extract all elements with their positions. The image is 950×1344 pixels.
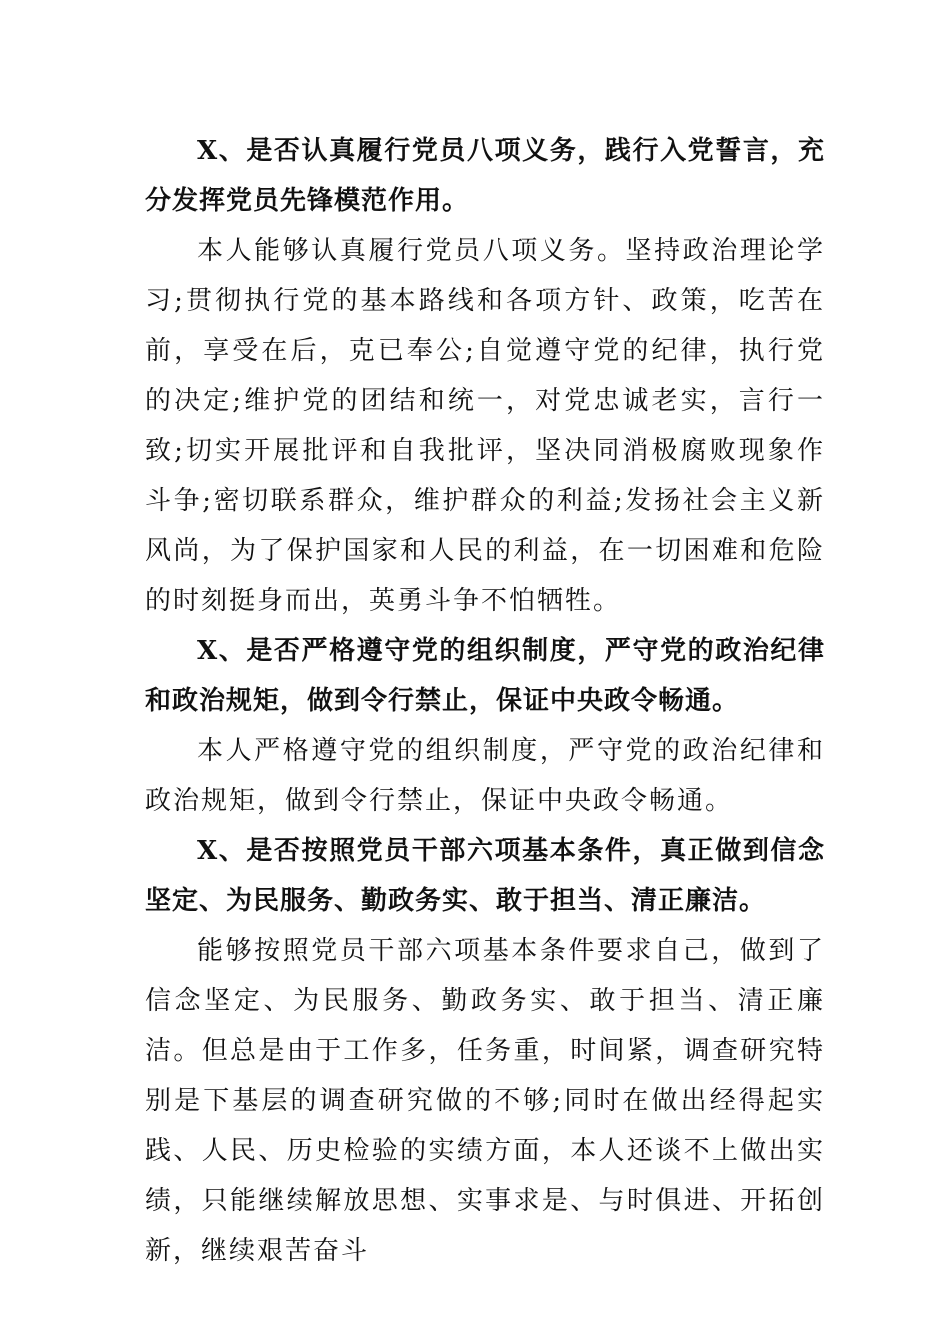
section-heading-1: X、是否认真履行党员八项义务，践行入党誓言，充分发挥党员先锋模范作用。 [145,136,825,216]
document-body [145,126,825,1276]
section-body-2: 本人严格遵守党的组织制度，严守党的政治纪律和政治规矩，做到令行禁止，保证中央政令畅通。 [145,736,825,816]
section-heading-3: X、是否按照党员干部六项基本条件，真正做到信念坚定、为民服务、勤政务实、敢于担当、清正廉洁。 [145,836,825,916]
section-body-1: 本人能够认真履行党员八项义务。坚持政治理论学习;贯彻执行党的基本路线和各项方针、政策，吃苦在前，享受在后，克已奉公;自觉遵守党的纪律，执行党的决定;维护党的团结和统一，对党忠诚老实，言行一致;切实开展批评和自我批评，坚决同消极腐败现象作斗争;密切联系群众，维护群众的利益;发扬社会主义新风尚，为了保护国家和人民的利益，在一切困难和危险的时刻挺身而出，英勇斗争不怕牺牲。 [145,236,825,616]
section-body-3: 能够按照党员干部六项基本条件要求自己，做到了信念坚定、为民服务、勤政务实、敢于担当、清正廉洁。但总是由于工作多，任务重，时间紧，调查研究特别是下基层的调查研究做的不够;同时在做出经得起实践、人民、历史检验的实绩方面，本人还谈不上做出实绩，只能继续解放思想、实事求是、与时俱进、开拓创新，继续艰苦奋斗 [145,936,825,1266]
section-heading-2: X、是否严格遵守党的组织制度，严守党的政治纪律和政治规矩，做到令行禁止，保证中央政令畅通。 [145,636,825,716]
